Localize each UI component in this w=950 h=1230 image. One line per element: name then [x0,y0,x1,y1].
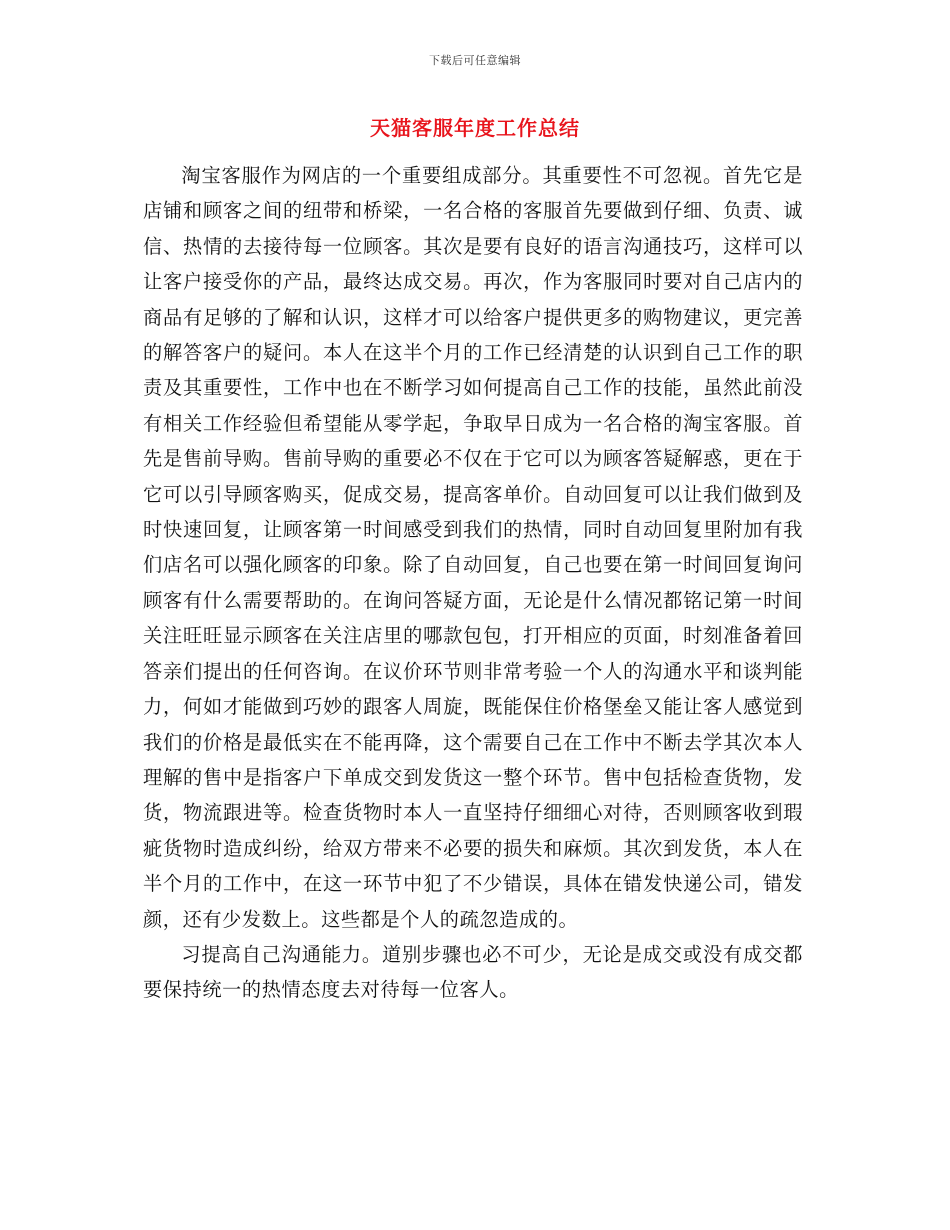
body-paragraph-1: 淘宝客服作为网店的一个重要组成部分。其重要性不可忽视。首先它是店铺和顾客之间的纽带和桥梁，一名合格的客服首先要做到仔细、负责、诚信、热情的去接待每一位顾客。其次是要有良好的语言沟通技巧，这样可以让客户接受你的产品，最终达成交易。再次，作为客服同时要对自己店内的商品有足够的了解和认识，这样才可以给客户提供更多的购物建议，更完善的解答客户的疑问。本人在这半个月的工作已经清楚的认识到自己工作的职责及其重要性，工作中也在不断学习如何提高自己工作的技能，虽然此前没有相关工作经验但希望能从零学起，争取早日成为一名合格的淘宝客服。首先是售前导购。售前导购的重要必不仅在于它可以为顾客答疑解惑，更在于它可以引导顾客购买，促成交易，提高客单价。自动回复可以让我们做到及时快速回复，让顾客第一时间感受到我们的热情，同时自动回复里附加有我们店名可以强化顾客的印象。除了自动回复，自己也要在第一时间回复询问顾客有什么需要帮助的。在询问答疑方面，无论是什么情况都铭记第一时间关注旺旺显示顾客在关注店里的哪款包包，打开相应的页面，时刻准备着回答亲们提出的任何咨询。在议价环节则非常考验一个人的沟通水平和谈判能力，何如才能做到巧妙的跟客人周旋，既能保住价格堡垒又能让客人感觉到我们的价格是最低实在不能再降，这个需要自己在工作中不断去学其次本人理解的售中是指客户下单成交到发货这一整个环节。售中包括检查货物，发货，物流跟进等。检查货物时本人一直坚持仔细细心对待，否则顾客收到瑕疵货物时造成纠纷，给双方带来不必要的损失和麻烦。其次到发货，本人在半个月的工作中，在这一环节中犯了不少错误，具体在错发快递公司，错发颜，还有少发数上。这些都是个人的疏忽造成的。 [143,164,803,931]
document-body [143,158,803,1008]
page-header-note: 下载后可任意编辑 [429,54,521,67]
body-paragraph-2: 习提高自己沟通能力。道别步骤也必不可少，无论是成交或没有成交都要保持统一的热情态度去对待每一位客人。 [143,942,803,1002]
document-title: 天猫客服年度工作总结 [370,116,580,140]
